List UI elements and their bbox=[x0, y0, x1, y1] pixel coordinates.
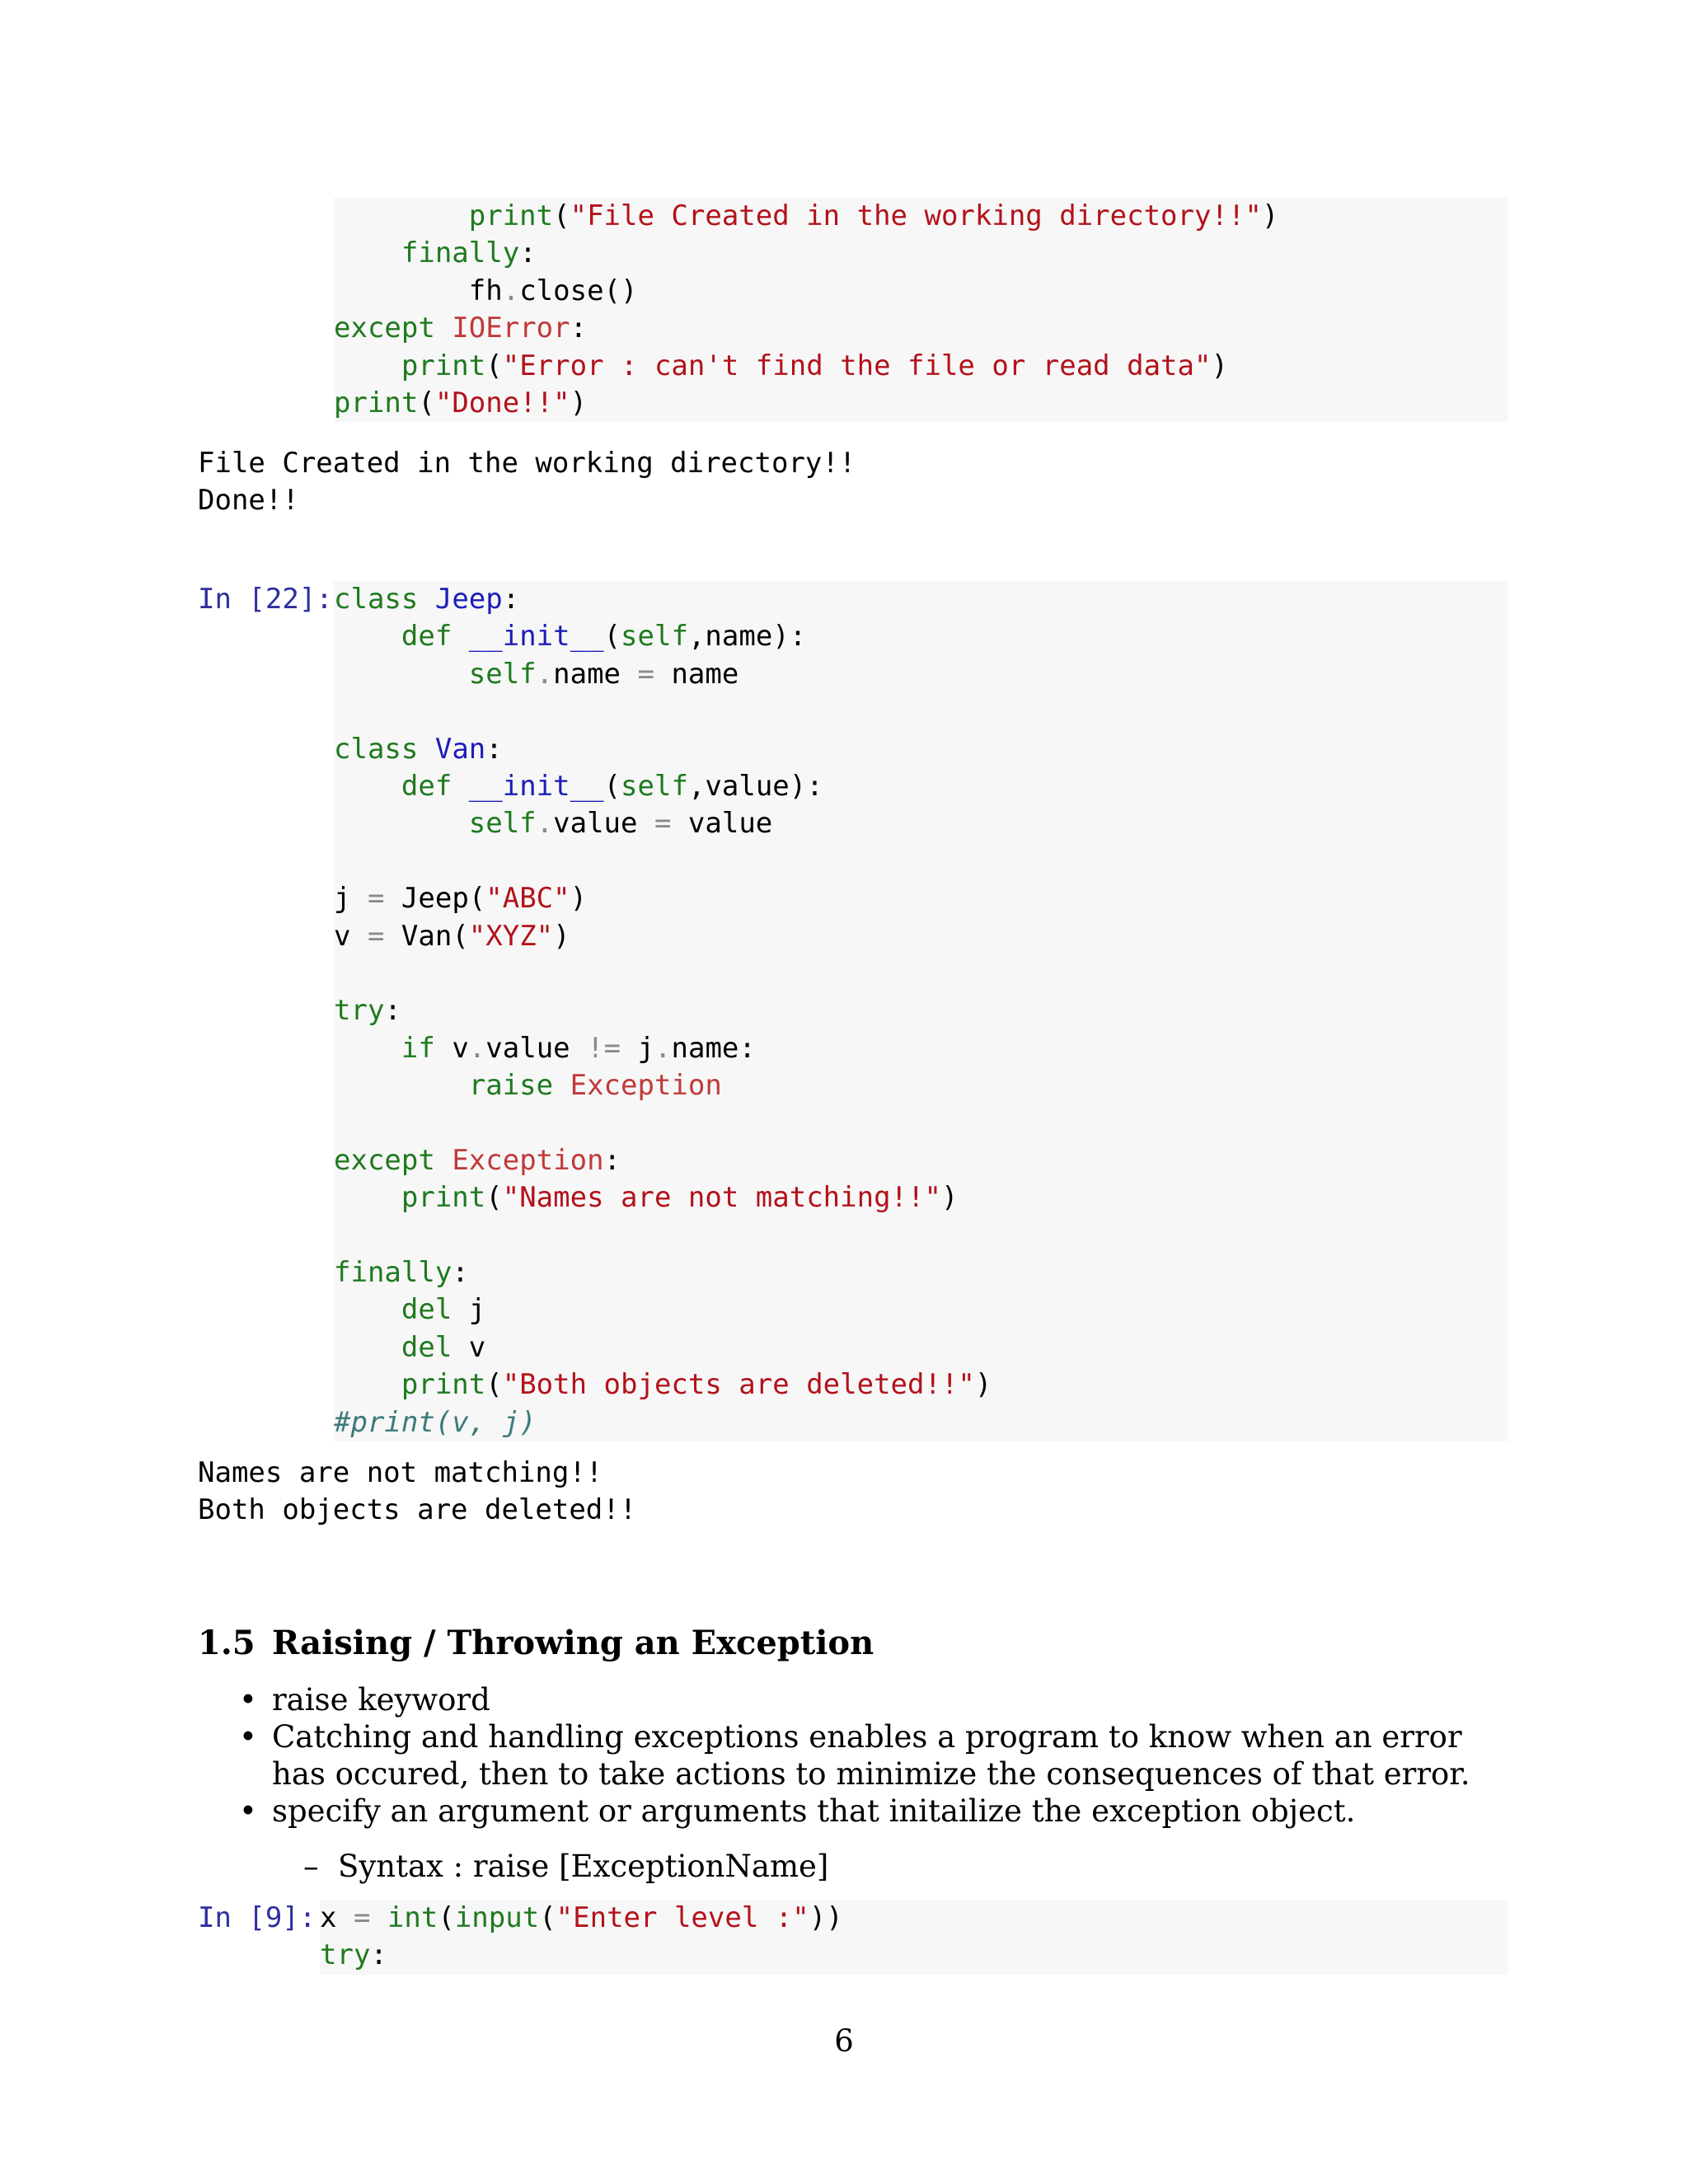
code-line: print("File Created in the working directory!!") bbox=[468, 199, 1279, 232]
code-cell-continued bbox=[334, 198, 1508, 422]
list-item: • Catching and handling exceptions enables a program to know when an error has occured, then to take actions to minimize the consequences of that error. bbox=[239, 1719, 1470, 1792]
code-line: self.name = name bbox=[468, 657, 739, 691]
code-line: class Van: bbox=[334, 732, 503, 766]
code-cell-9 bbox=[320, 1900, 1508, 1975]
output-line: File Created in the working directory!! bbox=[198, 447, 856, 480]
list-item: • specify an argument or arguments that initailize the exception object. bbox=[239, 1793, 1356, 1829]
code-line: class Jeep: bbox=[334, 583, 520, 616]
section-number: 1.5 bbox=[198, 1624, 256, 1662]
code-line: del j bbox=[401, 1293, 486, 1327]
code-line: fh.close() bbox=[334, 274, 638, 307]
output-line: Done!! bbox=[198, 484, 299, 518]
output-line: Names are not matching!! bbox=[198, 1456, 603, 1489]
code-line: def __init__(self,name): bbox=[401, 620, 807, 654]
sub-bullet-list bbox=[198, 1848, 828, 1885]
code-line bbox=[334, 843, 1508, 880]
code-line: print("Error : can't find the file or read data") bbox=[401, 349, 1228, 382]
list-item: • raise keyword bbox=[239, 1682, 490, 1718]
code-line bbox=[334, 955, 1508, 992]
cell-output bbox=[198, 1455, 636, 1530]
code-cell-22 bbox=[334, 581, 1508, 1441]
cell-prompt: In [22]: bbox=[198, 583, 333, 616]
list-item: – Syntax : raise [ExceptionName] bbox=[303, 1849, 829, 1884]
code-line: finally: bbox=[334, 1256, 469, 1290]
code-line bbox=[334, 1217, 1508, 1254]
code-line: finally: bbox=[401, 237, 537, 270]
output-line: Both objects are deleted!! bbox=[198, 1493, 637, 1527]
code-line: except Exception: bbox=[334, 1143, 621, 1177]
code-line: if v.value != j.name: bbox=[401, 1031, 756, 1065]
section-heading bbox=[198, 1624, 874, 1662]
code-line: raise Exception bbox=[468, 1069, 722, 1103]
cell-prompt: In [9]: bbox=[198, 1901, 316, 1934]
code-line: #print(v, j) bbox=[334, 1405, 537, 1439]
code-line: x = int(input("Enter level :")) bbox=[320, 1901, 843, 1934]
code-line: print("Done!!") bbox=[334, 386, 588, 419]
code-line: def __init__(self,value): bbox=[401, 769, 823, 803]
code-line: self.value = value bbox=[468, 807, 773, 841]
code-line: v = Van("XYZ") bbox=[334, 919, 570, 953]
code-line bbox=[334, 1104, 1508, 1141]
code-line: try: bbox=[334, 994, 401, 1028]
bullet-list bbox=[198, 1681, 1517, 1830]
code-line: j = Jeep("ABC") bbox=[334, 882, 588, 916]
cell-output bbox=[198, 445, 856, 520]
code-line: try: bbox=[320, 1938, 387, 1972]
section-title: Raising / Throwing an Exception bbox=[272, 1624, 874, 1662]
code-line: print("Names are not matching!!") bbox=[401, 1181, 959, 1215]
code-line bbox=[334, 693, 1508, 730]
code-line: except IOError: bbox=[334, 312, 588, 345]
code-line: print("Both objects are deleted!!") bbox=[401, 1368, 992, 1402]
code-line: del v bbox=[401, 1330, 486, 1364]
page-number: 6 bbox=[834, 2023, 854, 2059]
